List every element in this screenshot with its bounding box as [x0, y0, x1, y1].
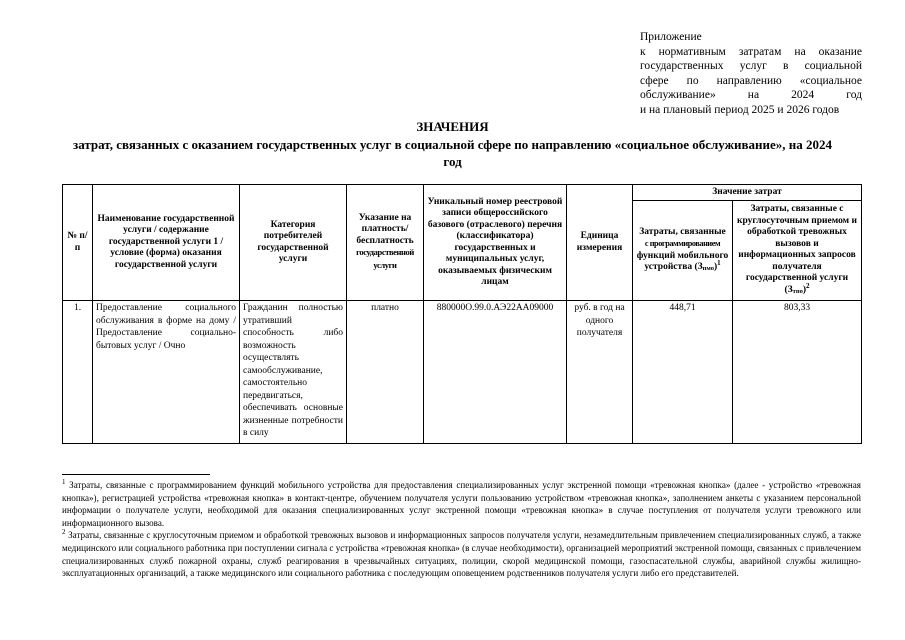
- appendix-line: к нормативным затратам на оказание: [640, 45, 862, 58]
- cell-registry-number: 880000О.99.0.АЭ22АА09000: [424, 301, 567, 444]
- cell-cost-mobile: 448,71: [633, 301, 733, 444]
- title-heading: ЗНАЧЕНИЯ: [416, 119, 489, 134]
- cell-cost-alarm: 803,33: [733, 301, 862, 444]
- cell-service-name: Предоставление социального обслуживания в форме на дому / Предоставление социально-бытовых услуг / Очно: [93, 301, 240, 444]
- cell-num: 1.: [63, 301, 93, 444]
- appendix-line: Приложение: [640, 31, 702, 43]
- header-payment-small: государственной услуги: [356, 247, 414, 270]
- appendix-line: и на плановый период 2025 и 2026 годов: [640, 103, 840, 116]
- footnote-mark: 1: [62, 477, 66, 486]
- header-num: № п/п: [63, 185, 93, 301]
- header-cost2-text: Затраты, связанные с круглосуточным приемом и обработкой тревожных вызовов и информационных запросов получателя государственной услуги (З: [737, 204, 857, 295]
- title-subheading: затрат, связанных с оказанием государственных услуг в социальной сфере по направлению «социальное обслуживание», на 2024 год: [72, 137, 833, 169]
- header-service-name: Наименование государственной услуги / содержание государственной услуги 1 / условие (форма) оказания государственной услуги: [93, 185, 240, 301]
- header-cost-value-group: Значение затрат: [633, 185, 862, 201]
- footnote-ref-1[interactable]: 1: [717, 258, 721, 267]
- appendix-line: обслуживание» на 2024 год: [640, 89, 862, 101]
- header-payment-text: Указание на платность/ бесплатность: [356, 212, 414, 246]
- appendix-line: сфере по направлению «социальное: [640, 74, 862, 87]
- footnote-ref-2[interactable]: 2: [806, 281, 810, 290]
- header-cost2-sub: тпо: [792, 287, 803, 295]
- footnote-1: [62, 479, 861, 529]
- header-cost2-close: ): [802, 284, 807, 295]
- footnote-text: Затраты, связанные с круглосуточным приемом и обработкой тревожных вызовов и информационных запросов получателя услуги, незамедлительным привлечением специализированных служб, а также медицинского или социального работника при поступлении сигнала с устройства «тревожная кнопка» (в случае необходимости), организацией мероприятий экстренной помощи, связанных с привлечением специализированных служб пожарной охраны, служб реагирования в чрезвычайных ситуациях, полиции, скорой медицинской помощи, газоспасательной службы, аварийной службы жилищно-эксплуатационных организаций, а также медицинского или социального работника с последующим оповещением родственников получателя услуги либо его представителей.: [62, 530, 861, 579]
- header-cost1-a: Затраты, связанные: [639, 226, 726, 237]
- footnote-2: [62, 529, 861, 579]
- table-header-row: [63, 185, 862, 201]
- footnote-mark: 2: [62, 528, 66, 537]
- document-title: [0, 118, 905, 170]
- cell-payment: платно: [347, 301, 424, 444]
- header-unit: Единица измерения: [567, 185, 633, 301]
- table-row: [63, 301, 862, 444]
- appendix-block: [640, 30, 862, 117]
- cell-consumer-category: Гражданин полностью утративший способность либо возможность осуществлять самообслуживание, самостоятельно передвигаться, обеспечивать основные жизненные потребности в силу: [240, 301, 347, 444]
- header-cost-mobile: [633, 201, 733, 301]
- header-cost1-small: с программированием: [644, 239, 721, 248]
- header-cost1-sub: пмо: [702, 265, 714, 272]
- footnotes: [62, 479, 861, 580]
- header-cost-alarm: [733, 201, 862, 301]
- header-cost1-close: ): [713, 262, 718, 272]
- costs-table: [62, 184, 862, 444]
- header-cost1-b: функций мобильного устройства (З: [636, 250, 729, 272]
- header-consumer-category: Категория потребителей государственной услуги: [240, 185, 347, 301]
- header-payment: [347, 185, 424, 301]
- footnote-text: Затраты, связанные с программированием функций мобильного устройства для предоставления специализированных услуг экстренной помощи «тревожная кнопка» (далее - устройство «тревожная кнопка»), регистрацией устройства «тревожная кнопка» в контакт-центре, обучением получателя услуги пользованию устройством «тревожная кнопка», заполнением анкеты с указанием персональной информации о получателе услуги, необходимой для оказания специализированных услуг экстренной помощи «тревожная кнопка» в случае поступления от получателя услуги тревожного или информационного вызова.: [62, 480, 861, 528]
- appendix-line: государственных услуг в социальной: [640, 60, 862, 72]
- header-registry-number: Уникальный номер реестровой записи общероссийского базового (отраслевого) перечня (классификатора) государственных и муниципальных услуг, оказываемых физическим лицам: [424, 185, 567, 301]
- footnote-separator: [62, 474, 210, 475]
- cell-unit: руб. в год на одного получателя: [567, 301, 633, 444]
